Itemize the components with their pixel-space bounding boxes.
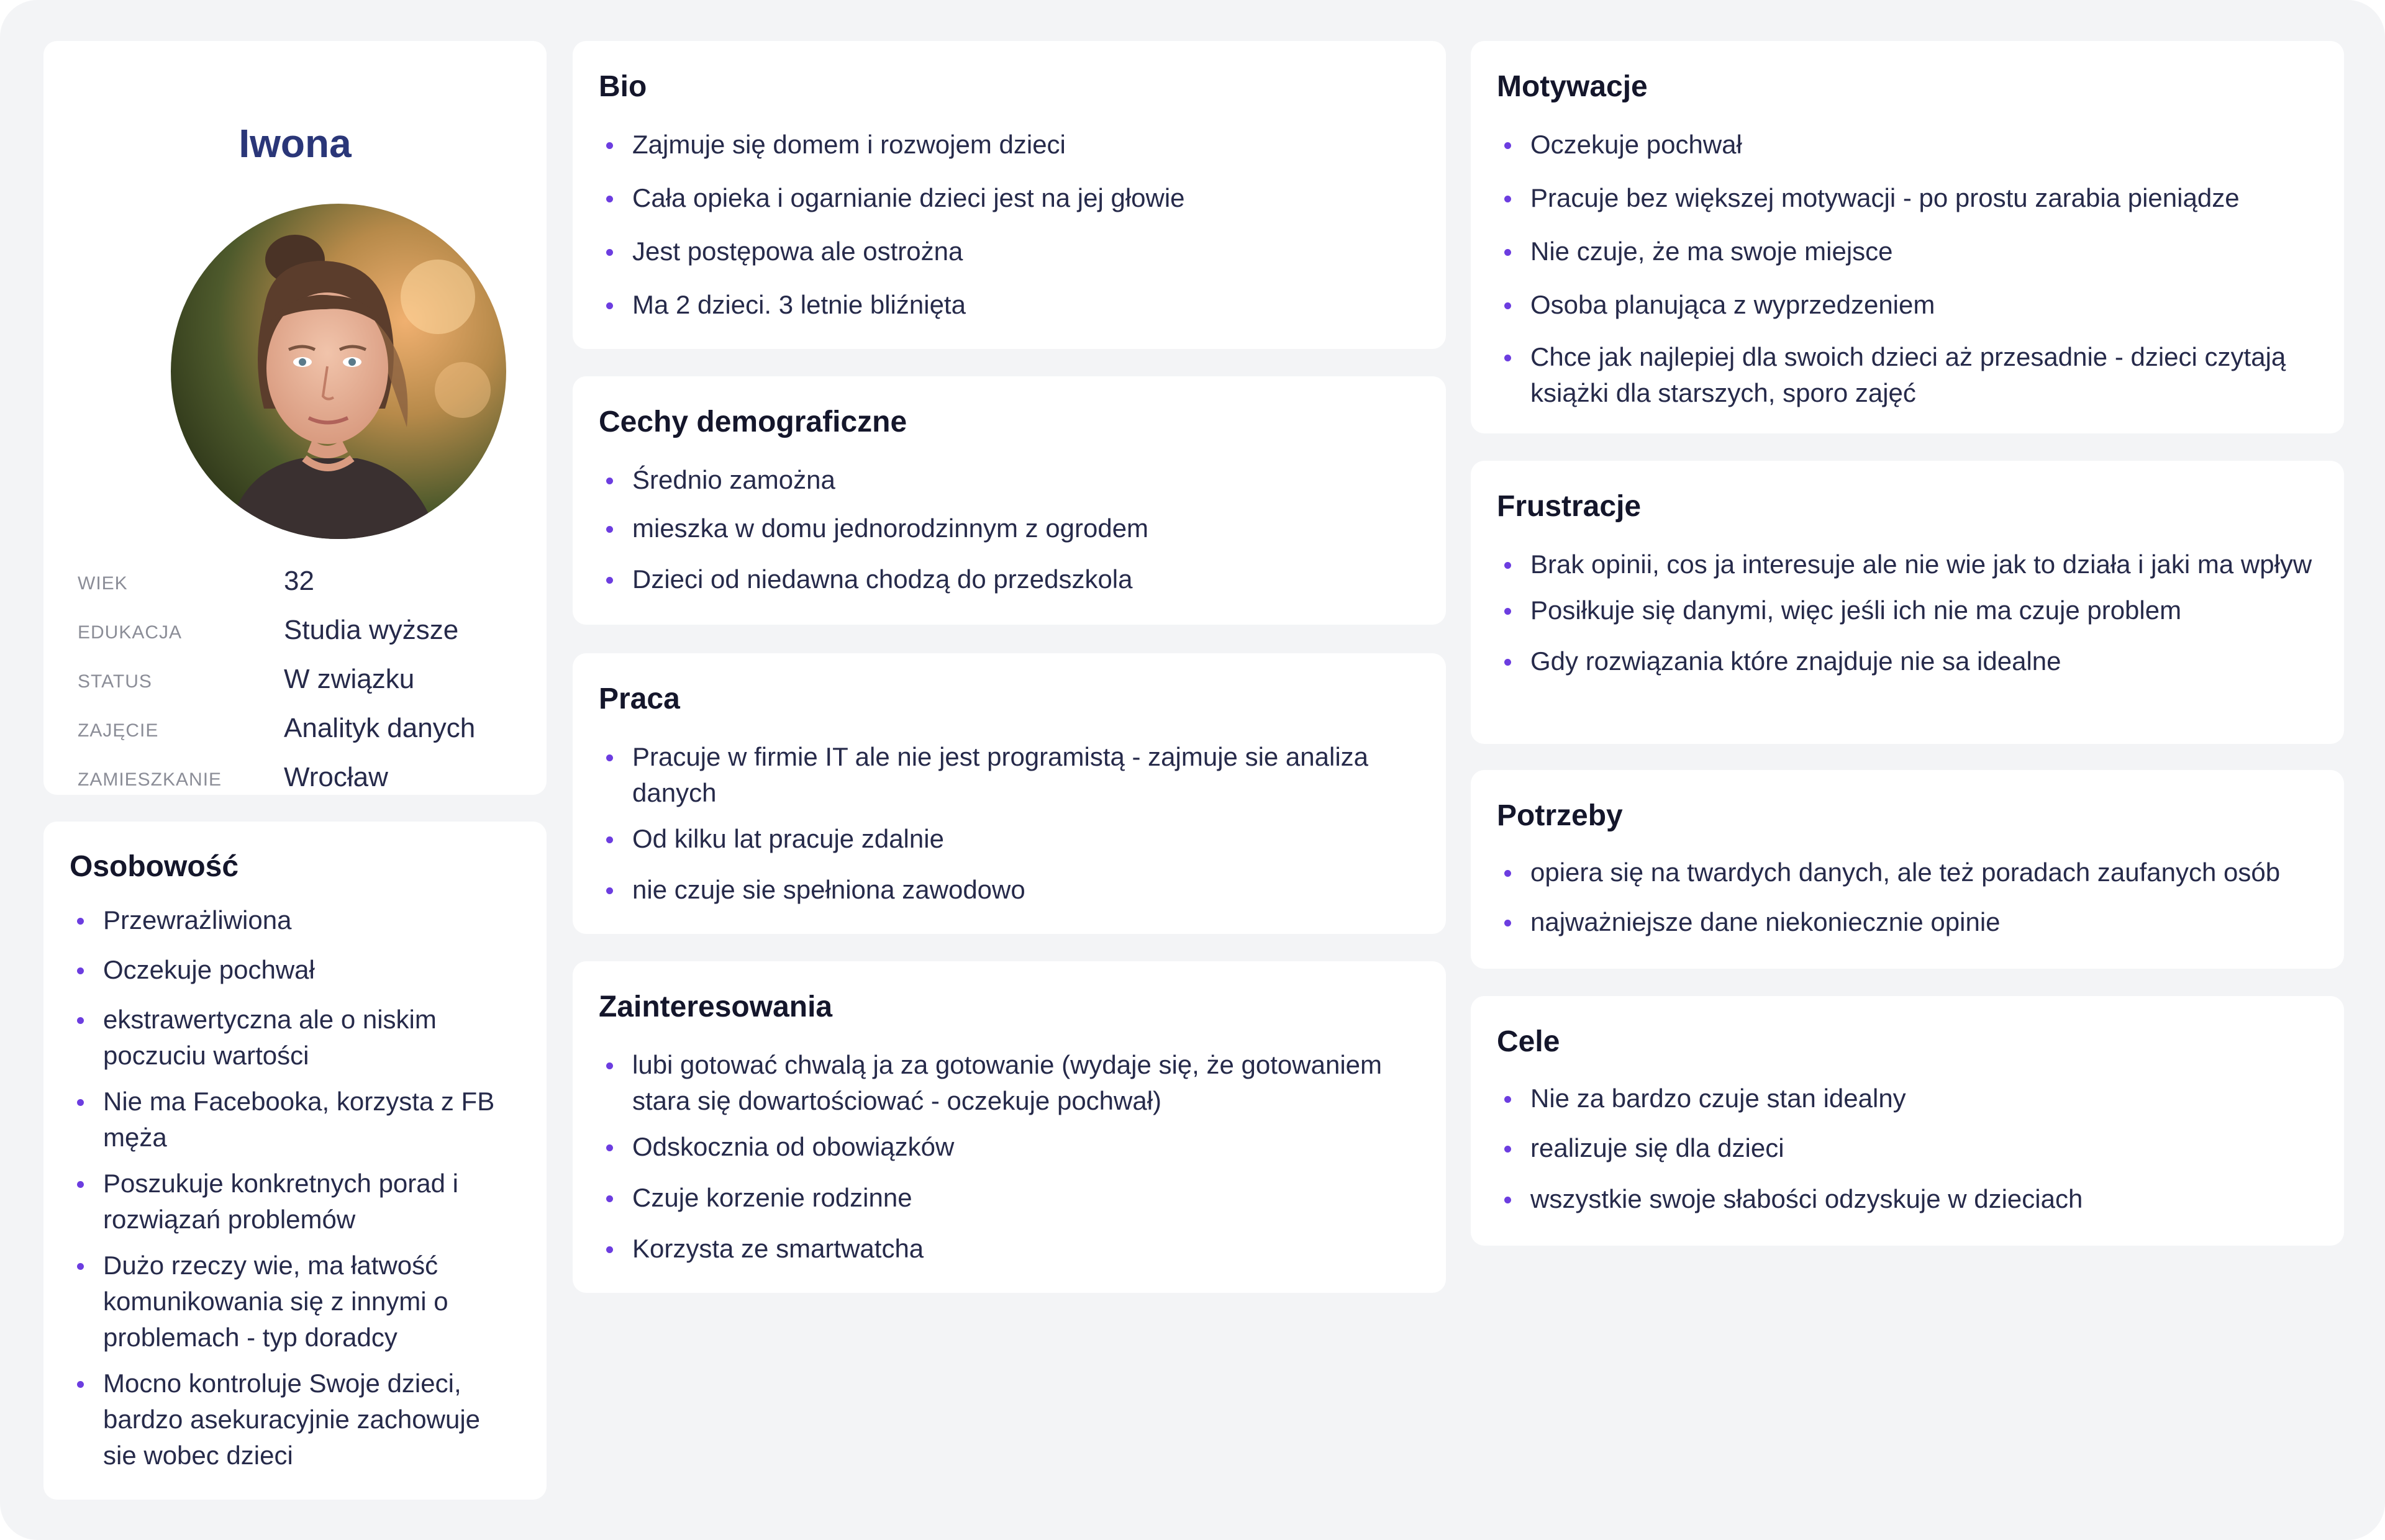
personality-list [70,902,520,1474]
interests-card [573,961,1446,1293]
list-item: Nie czuje, że ma swoje miejsce [1497,233,2318,270]
list-item: Cała opieka i ogarnianie dzieci jest na jej głowie [599,180,1420,216]
list-item: Oczekuje pochwał [1497,127,2318,163]
section-title: Motywacje [1497,70,1648,103]
list-item: Oczekuje pochwał [70,952,520,988]
work-list [599,739,1420,908]
persona-name: Iwona [238,121,352,166]
fact-label: WIEK [78,573,128,594]
list-item: lubi gotować chwalą ja za gotowanie (wydaje się, że gotowaniem stara się dowartościować - oczekuje pochwał) [599,1047,1420,1119]
motivations-list [1497,127,2318,411]
fact-age [78,566,550,615]
list-item: Mocno kontroluje Swoje dzieci, bardzo asekuracyjnie zachowuje sie wobec dzieci [70,1366,520,1474]
list-item: ekstrawertyczna ale o niskim poczuciu wartości [70,1002,520,1074]
fact-status [78,664,550,713]
list-item: Poszukuje konkretnych porad i rozwiązań problemów [70,1166,520,1238]
list-item: Odskocznia od obowiązków [599,1129,1420,1165]
profile-facts [78,566,550,811]
list-item: opiera się na twardych danych, ale też poradach zaufanych osób [1497,854,2318,890]
list-item: Od kilku lat pracuje zdalnie [599,821,1420,857]
section-title: Praca [599,682,680,715]
section-title: Osobowość [70,850,239,883]
fact-occupation [78,713,550,762]
frustrations-card [1471,461,2344,744]
bio-card [573,41,1446,349]
goals-list [1497,1080,2318,1217]
fact-label: ZAJĘCIE [78,720,159,741]
list-item: Zajmuje się domem i rozwojem dzieci [599,127,1420,163]
list-item: Jest postępowa ale ostrożna [599,233,1420,270]
personality-card [43,822,547,1500]
section-title: Zainteresowania [599,990,833,1023]
section-title: Potrzeby [1497,799,1623,832]
demographics-list [599,462,1420,597]
bio-list [599,127,1420,323]
list-item: Korzysta ze smartwatcha [599,1231,1420,1267]
needs-list [1497,854,2318,940]
section-title: Bio [599,70,647,103]
fact-value: Analityk danych [284,713,476,743]
fact-label: STATUS [78,671,152,692]
list-item: mieszka w domu jednorodzinnym z ogrodem [599,510,1420,546]
list-item: Średnio zamożna [599,462,1420,498]
list-item: Czuje korzenie rodzinne [599,1180,1420,1216]
profile-card [43,41,547,795]
list-item: Przewrażliwiona [70,902,520,938]
work-card [573,653,1446,934]
list-item: wszystkie swoje słabości odzyskuje w dzieciach [1497,1181,2318,1217]
section-title: Cele [1497,1025,1560,1058]
list-item: Gdy rozwiązania które znajduje nie sa idealne [1497,643,2318,679]
list-item: Osoba planująca z wyprzedzeniem [1497,287,2318,323]
list-item: Pracuje bez większej motywacji - po prostu zarabia pieniądze [1497,180,2318,216]
list-item: nie czuje sie spełniona zawodowo [599,872,1420,908]
fact-value: Wrocław [284,762,388,792]
avatar [171,204,506,539]
section-title: Frustracje [1497,490,1642,523]
fact-value: 32 [284,566,314,596]
goals-card [1471,996,2344,1246]
list-item: Dzieci od niedawna chodzą do przedszkola [599,561,1420,597]
list-item: Brak opinii, cos ja interesuje ale nie wie jak to działa i jaki ma wpływ [1497,546,2318,582]
interests-list [599,1047,1420,1267]
fact-education [78,615,550,664]
list-item: Nie za bardzo czuje stan idealny [1497,1080,2318,1116]
motivations-card [1471,41,2344,433]
demographics-card [573,376,1446,625]
fact-value: W związku [284,664,415,694]
section-title: Cechy demograficzne [599,405,907,438]
portrait-image [171,204,506,539]
list-item: najważniejsze dane niekoniecznie opinie [1497,904,2318,940]
fact-value: Studia wyższe [284,615,459,645]
fact-residence [78,762,550,811]
frustrations-list [1497,546,2318,679]
list-item: Nie ma Facebooka, korzysta z FB męża [70,1084,520,1156]
list-item: Chce jak najlepiej dla swoich dzieci aż przesadnie - dzieci czytają książki dla starszych, sporo zajęć [1497,339,2318,411]
list-item: Posiłkuje się danymi, więc jeśli ich nie ma czuje problem [1497,592,2318,628]
needs-card [1471,770,2344,969]
list-item: realizuje się dla dzieci [1497,1130,2318,1166]
list-item: Dużo rzeczy wie, ma łatwość komunikowania się z innymi o problemach - typ doradcy [70,1248,520,1356]
fact-label: ZAMIESZKANIE [78,769,222,790]
list-item: Pracuje w firmie IT ale nie jest programistą - zajmuje sie analiza danych [599,739,1420,811]
fact-label: EDUKACJA [78,622,183,643]
list-item: Ma 2 dzieci. 3 letnie bliźnięta [599,287,1420,323]
